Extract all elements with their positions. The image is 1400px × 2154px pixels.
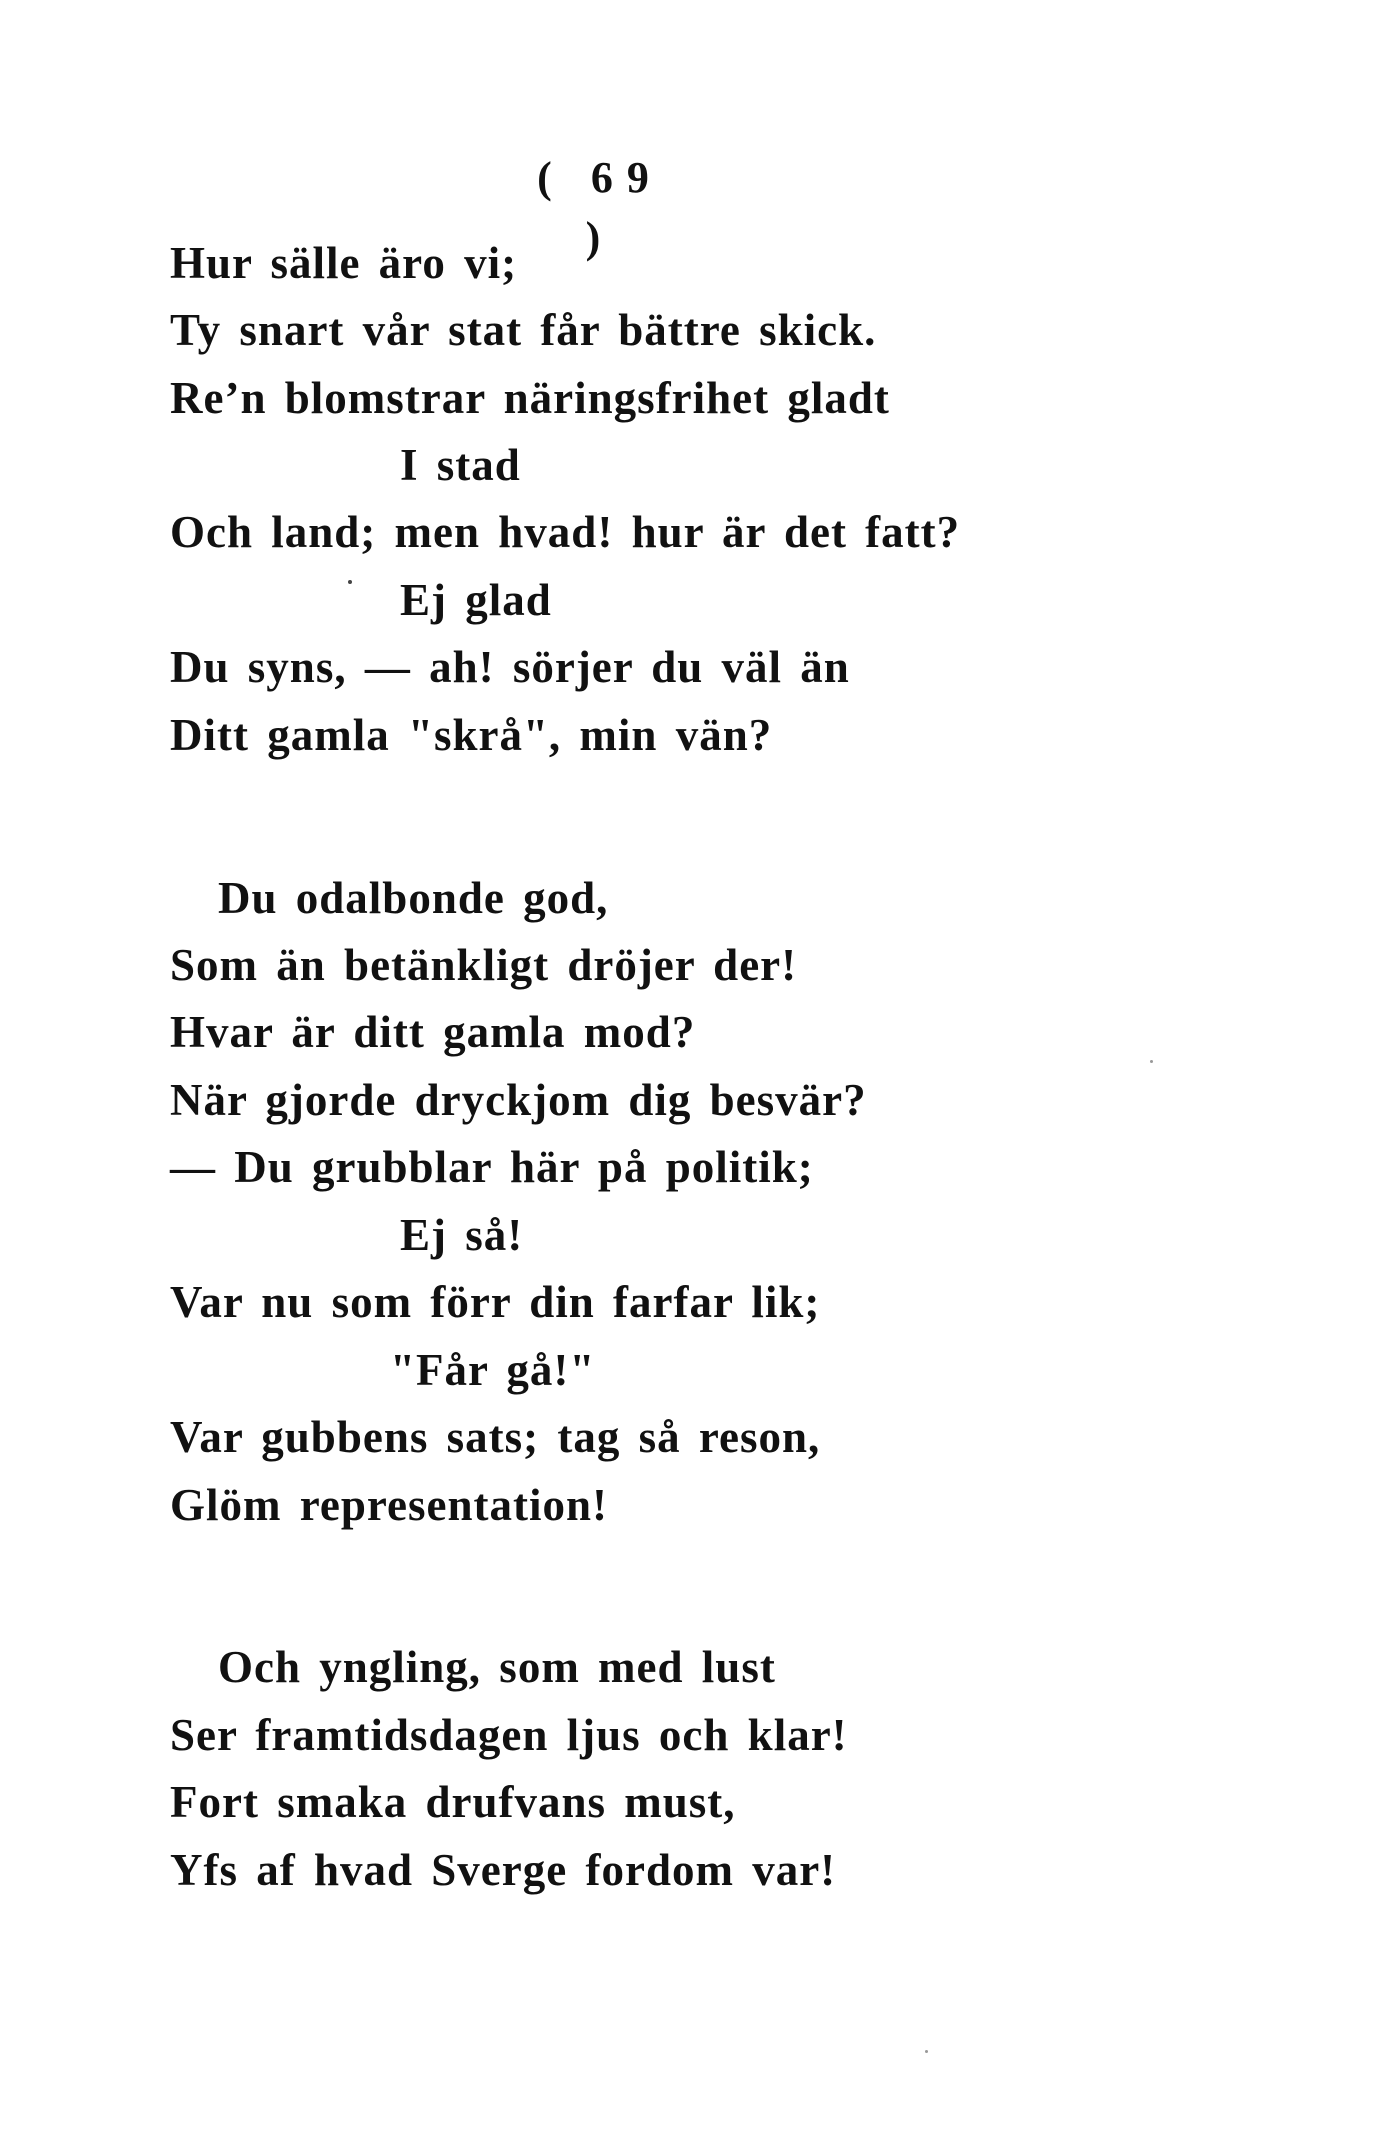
poem-line: Var nu som förr din farfar lik;: [170, 1277, 821, 1327]
poem-line: Fort smaka drufvans must,: [170, 1777, 736, 1827]
poem-line: Yfs af hvad Sverge fordom var!: [170, 1845, 837, 1895]
poem-line: Som än betänkligt dröjer der!: [170, 940, 798, 990]
print-speck: [1150, 1060, 1153, 1063]
poem-line: Hur sälle äro vi;: [170, 238, 518, 288]
page-number: ( 69 ): [537, 153, 663, 262]
poem-line: Ej så!: [400, 1210, 524, 1260]
poem-line: Och yngling, som med lust: [218, 1642, 776, 1692]
poem-line: Du odalbonde god,: [218, 873, 609, 923]
poem-line: Re’n blomstrar näringsfrihet gladt: [170, 373, 890, 423]
poem-line: Var gubbens sats; tag så reson,: [170, 1412, 821, 1462]
print-speck: [348, 580, 352, 584]
poem-line: Ser framtidsdagen ljus och klar!: [170, 1710, 848, 1760]
poem-line: Du syns, — ah! sörjer du väl än: [170, 642, 850, 692]
poem-line: När gjorde dryckjom dig besvär?: [170, 1075, 867, 1125]
poem-line: "Får gå!": [390, 1345, 596, 1395]
poem-line: Hvar är ditt gamla mod?: [170, 1007, 696, 1057]
poem-line: Ty snart vår stat får bättre skick.: [170, 305, 877, 355]
poem-line: — Du grubblar här på politik;: [170, 1142, 814, 1192]
poem-line: Och land; men hvad! hur är det fatt?: [170, 507, 961, 557]
print-speck: [925, 2050, 928, 2053]
poem-line: I stad: [400, 440, 521, 490]
poem-line: Glöm representation!: [170, 1480, 609, 1530]
poem-line: Ditt gamla "skrå", min vän?: [170, 710, 773, 760]
poem-line: Ej glad: [400, 575, 552, 625]
